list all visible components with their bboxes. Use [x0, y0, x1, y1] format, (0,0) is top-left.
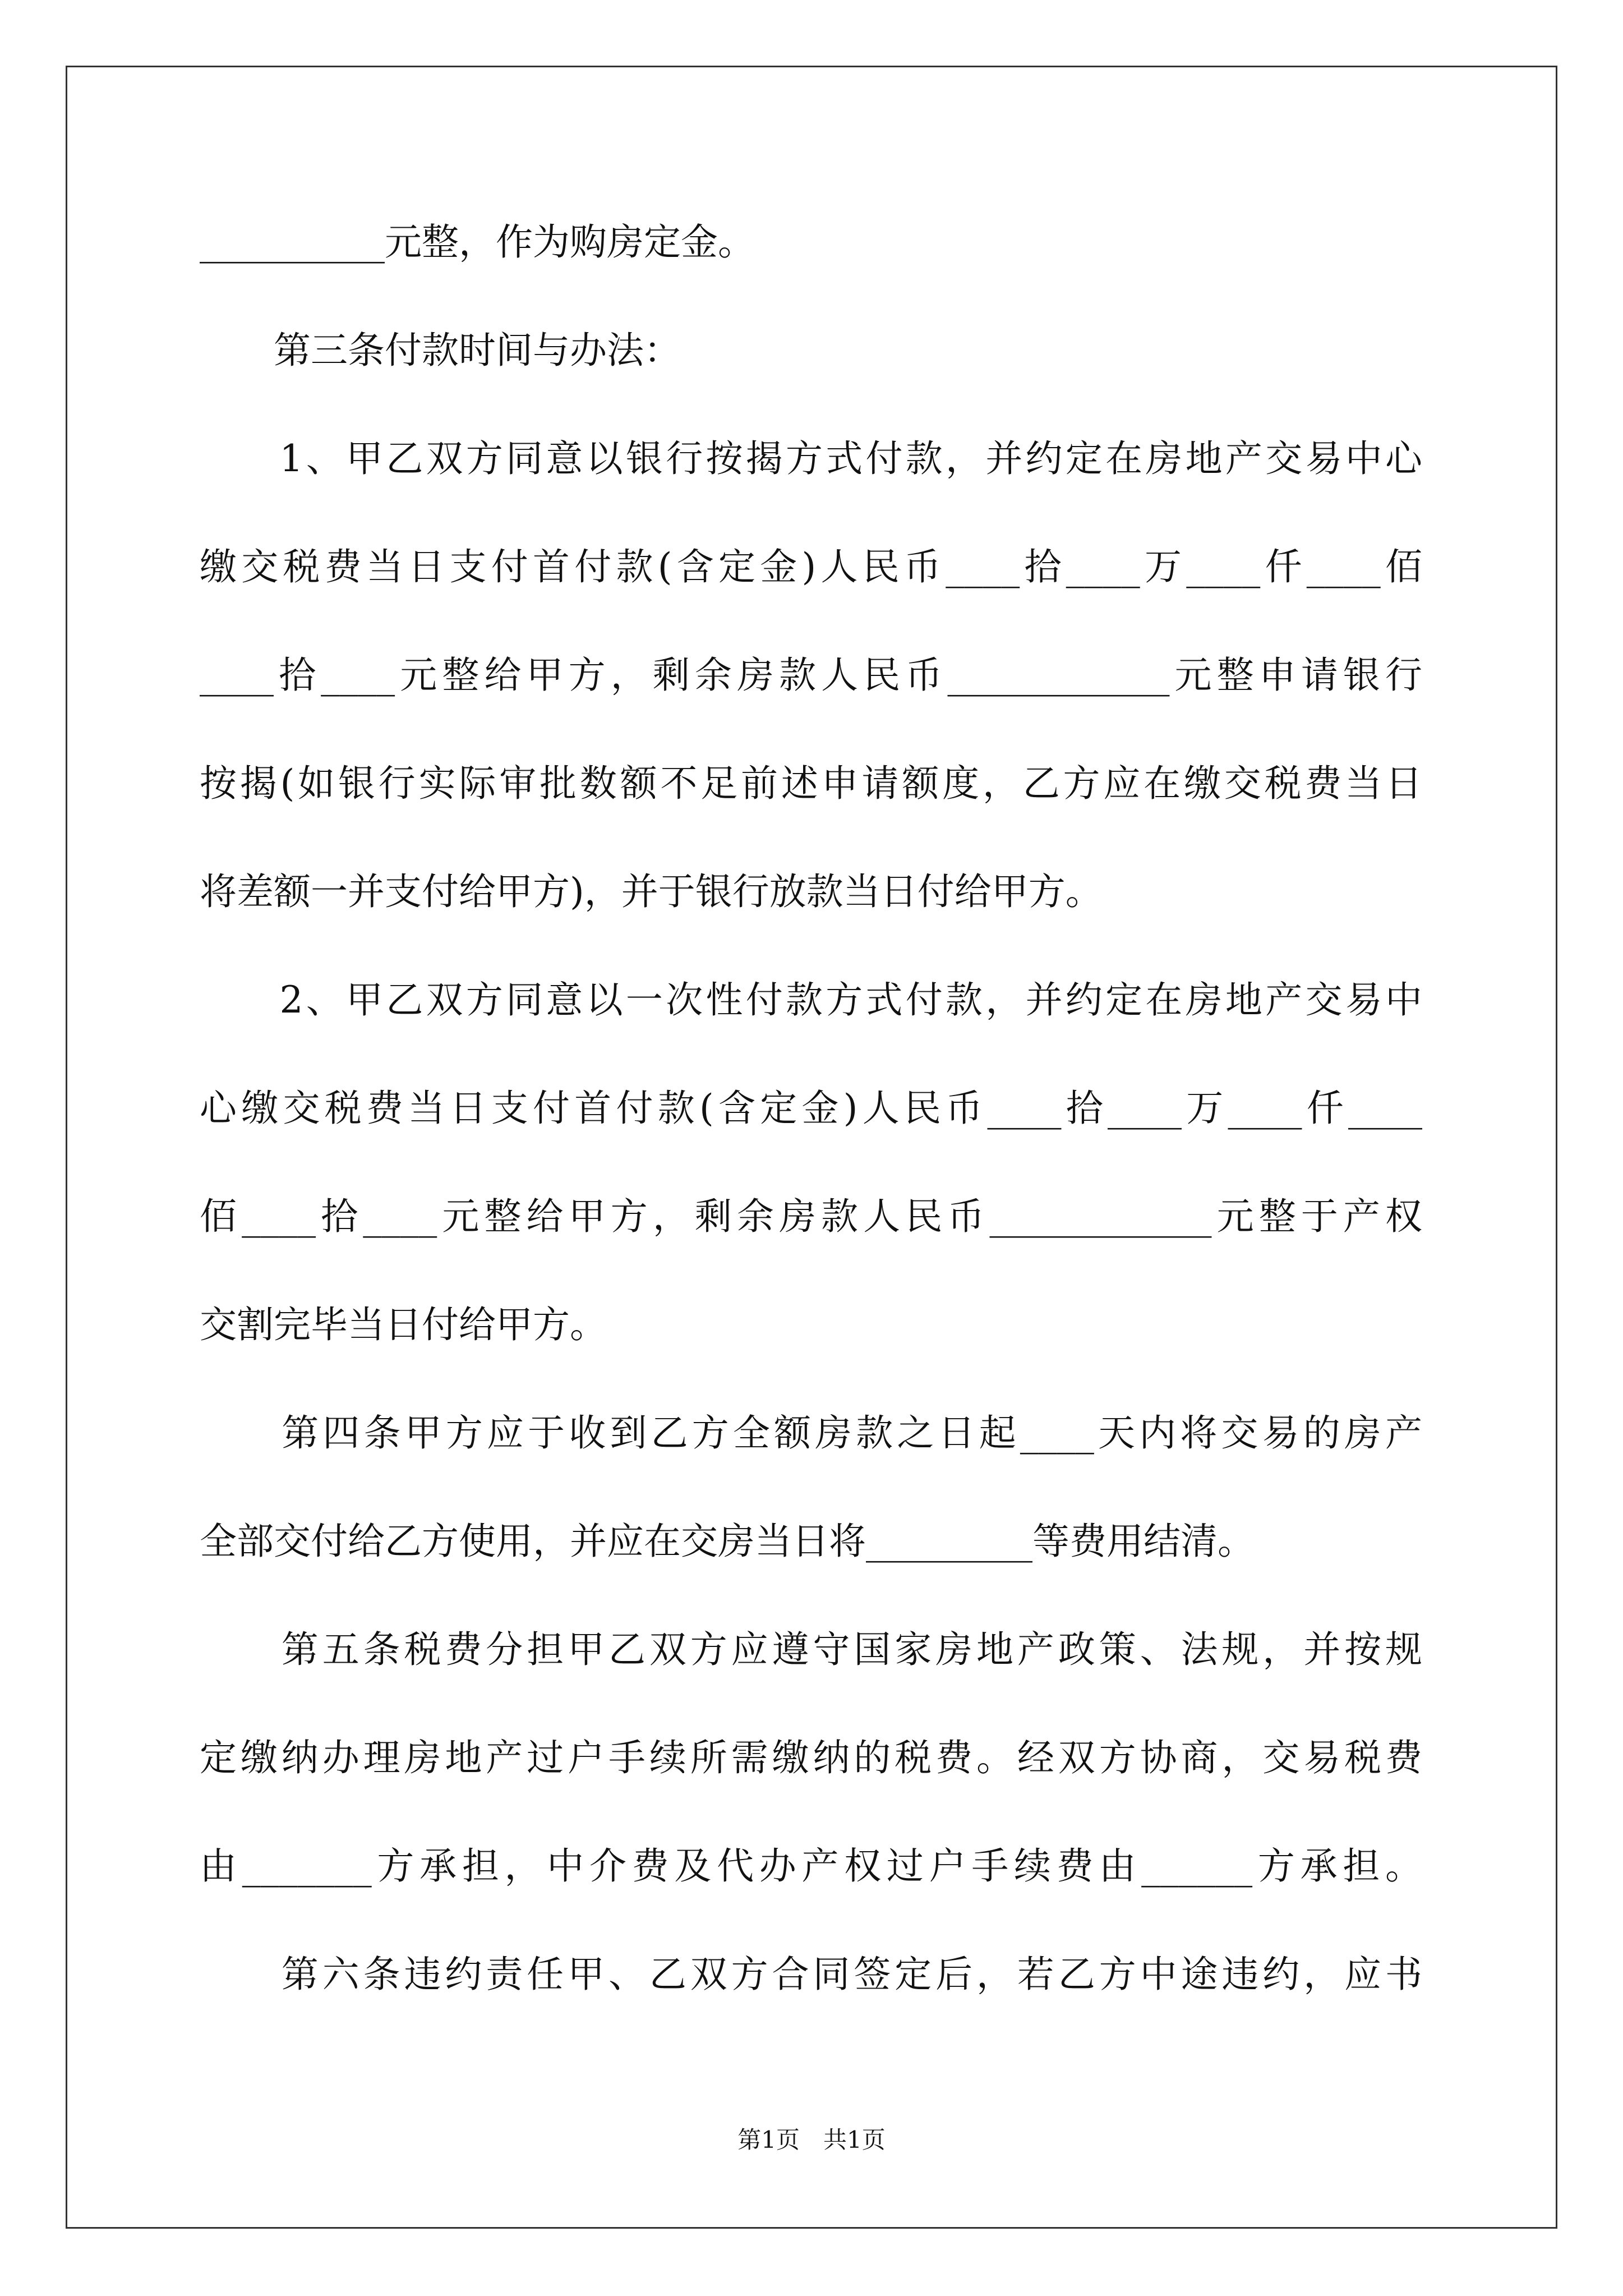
text-line: 由_______方承担，中介费及代办产权过户手续费由______方承担。	[200, 1844, 1422, 1888]
text-line: 定缴纳办理房地产过户手续所需缴纳的税费。经双方协商，交易税费	[200, 1736, 1422, 1779]
page-border	[66, 66, 1557, 2229]
text-line: 将差额一并支付给甲方)，并于银行放款当日付给甲方。	[200, 870, 1103, 913]
text-line: 2、甲乙双方同意以一次性付款方式付款，并约定在房地产交易中	[200, 978, 1422, 1022]
text-line: 第五条税费分担甲乙双方应遵守国家房地产政策、法规，并按规	[200, 1628, 1422, 1671]
text-line: 按揭(如银行实际审批数额不足前述申请额度，乙方应在缴交税费当日	[200, 762, 1422, 805]
text-line: 第三条付款时间与办法：	[200, 329, 681, 372]
text-line: 第六条违约责任甲、乙双方合同签定后，若乙方中途违约，应书	[200, 1953, 1422, 1996]
text-line: 第四条甲方应于收到乙方全额房款之日起____天内将交易的房产	[200, 1411, 1422, 1455]
text-line: ____拾____元整给甲方，剩余房款人民币____________元整申请银行	[200, 654, 1422, 697]
text-line: 全部交付给乙方使用，并应在交房当日将_________等费用结清。	[200, 1520, 1255, 1563]
text-line: 心缴交税费当日支付首付款(含定金)人民币____拾____万____仟____	[200, 1087, 1422, 1130]
text-line: 交割完毕当日付给甲方。	[200, 1303, 607, 1346]
text-line: 佰____拾____元整给甲方，剩余房款人民币____________元整于产权	[200, 1195, 1422, 1238]
text-line: 1、甲乙双方同意以银行按揭方式付款，并约定在房地产交易中心	[200, 437, 1422, 480]
text-line: __________元整，作为购房定金。	[200, 220, 755, 264]
text-line: 缴交税费当日支付首付款(含定金)人民币____拾____万____仟____佰	[200, 545, 1422, 588]
page-number: 第1页 共1页	[737, 2126, 886, 2154]
